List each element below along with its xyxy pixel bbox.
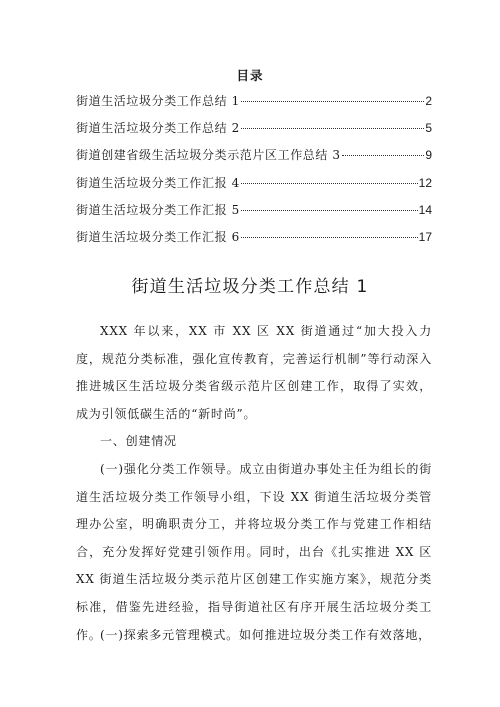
toc-leader-dots xyxy=(241,237,418,238)
toc-entry-page: 17 xyxy=(418,229,432,244)
toc-entry-label: 街道创建省级生活垃圾分类示范片区工作总结 3 xyxy=(76,148,341,163)
toc-entry[interactable] xyxy=(76,228,432,255)
table-of-contents xyxy=(76,92,432,255)
toc-entry[interactable] xyxy=(76,92,432,119)
toc-entry-label: 街道生活垃圾分类工作汇报 6 xyxy=(76,229,240,244)
toc-entry-page: 12 xyxy=(418,175,432,190)
body-paragraph: XXX 年以来，XX 市 XX 区 XX 街道通过“加大投入力度，规范分类标准，强化宣传教育，完善运行机制”等行动深入推进城区生活垃圾分类省级示范片区创建工作，取得了实效，成为引领低碳生活的“新时尚”。 xyxy=(76,324,432,421)
body-paragraph: (一)强化分类工作领导。成立由街道办事处主任为组长的街道生活垃圾分类工作领导小组，下设 XX 街道生活垃圾分类管理办公室，明确职责分工，并将垃圾分类工作与党建工作相结合，充分发挥好党建引领作用。同时，出台《扎实推进 XX 区 XX 街道生活垃圾分类示范片区创建工作实施方案》，规范分类标准，借鉴先进经验，指导街道社区有序开展生活垃圾分类工作。 xyxy=(76,462,432,642)
toc-entry-page: 2 xyxy=(425,94,432,108)
toc-leader-dots xyxy=(241,210,418,211)
toc-leader-dots xyxy=(241,128,424,129)
toc-entry-page: 14 xyxy=(418,202,432,217)
toc-leader-dots xyxy=(342,155,425,156)
body-paragraph: (一)探索多元管理模式。如何推进垃圾分类工作有效落地， xyxy=(100,628,431,642)
toc-entry[interactable] xyxy=(76,119,432,146)
toc-entry-label: 街道生活垃圾分类工作汇报 5 xyxy=(76,202,240,217)
toc-entry-page: 5 xyxy=(425,121,432,136)
toc-entry[interactable] xyxy=(76,146,432,173)
toc-leader-dots xyxy=(241,183,418,184)
toc-entry[interactable] xyxy=(76,174,432,201)
section-heading: 一、创建情况 xyxy=(100,434,177,448)
toc-entry-label: 街道生活垃圾分类工作汇报 4 xyxy=(76,175,240,190)
toc-leader-dots xyxy=(241,101,424,102)
toc-entry-page: 9 xyxy=(425,148,432,163)
toc-entry-label: 街道生活垃圾分类工作总结 1 xyxy=(76,94,240,108)
toc-entry[interactable] xyxy=(76,201,432,228)
toc-title: 目录 xyxy=(236,68,264,83)
document-title: 街道生活垃圾分类工作总结 1 xyxy=(131,277,369,297)
toc-entry-label: 街道生活垃圾分类工作总结 2 xyxy=(76,121,240,136)
